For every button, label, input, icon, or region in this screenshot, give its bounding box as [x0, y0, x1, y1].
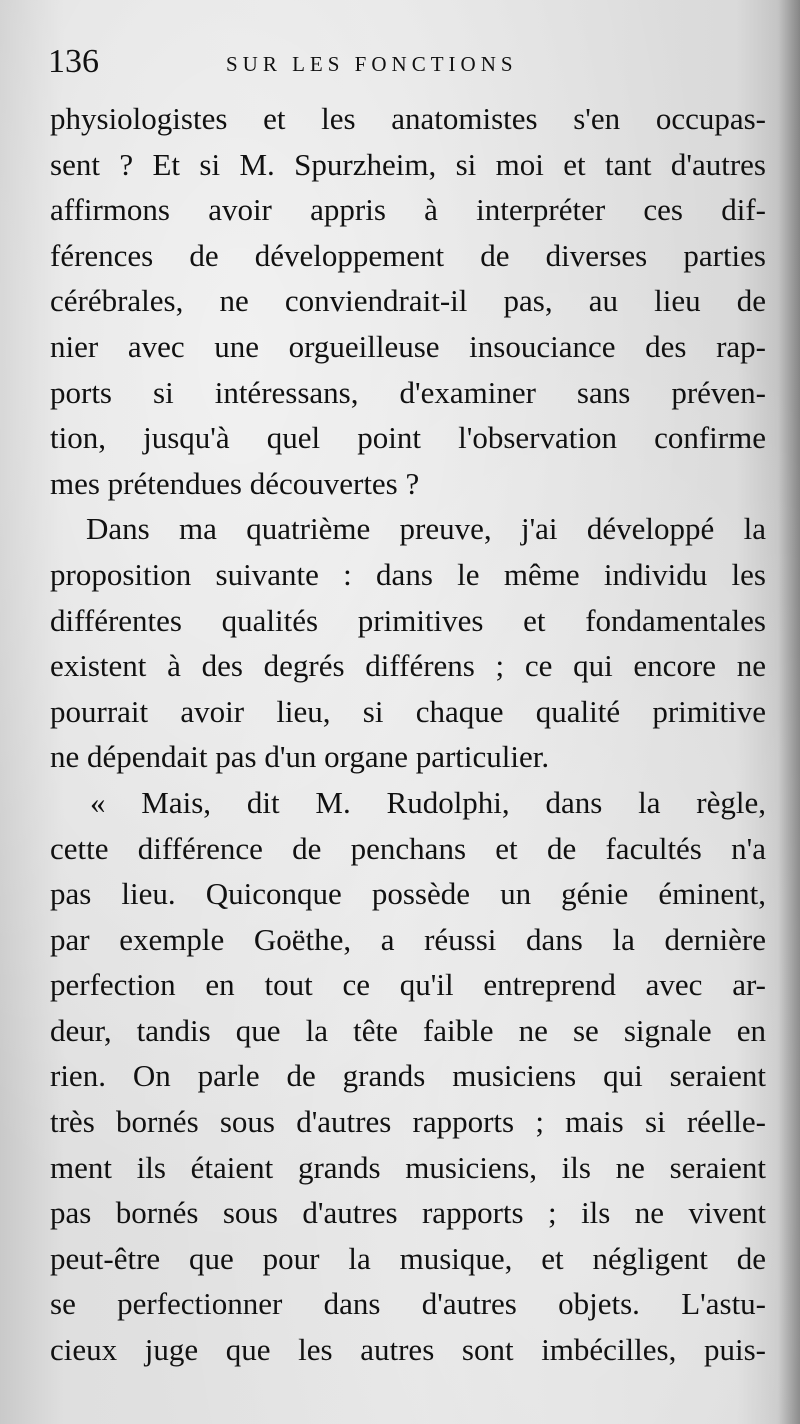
page-number: 136: [48, 43, 99, 80]
text-line: pas bornés sous d'autres rapports ; ils ne vivent: [50, 1195, 766, 1231]
paragraph-start-line: Dans ma quatrième preuve, j'ai développé la: [86, 511, 766, 547]
text-line: cérébrales, ne conviendrait-il pas, au lieu de: [50, 283, 766, 319]
text-line: férences de développement de diverses parties: [50, 237, 766, 273]
text-line: cieux juge que les autres sont imbécilles, puis-: [50, 1332, 766, 1368]
text-line: rien. On parle de grands musiciens qui seraient: [50, 1058, 766, 1094]
text-line: mes prétendues découvertes ?: [50, 465, 420, 501]
text-line: affirmons avoir appris à interpréter ces dif-: [50, 192, 766, 228]
text-line: sent ? Et si M. Spurzheim, si moi et tant d'autres: [50, 146, 766, 182]
text-line: ment ils étaient grands musiciens, ils ne seraient: [50, 1149, 766, 1185]
text-line: se perfectionner dans d'autres objets. L'astu-: [50, 1286, 766, 1322]
text-line: nier avec une orgueilleuse insouciance des rap-: [50, 328, 766, 364]
text-line: perfection en tout ce qu'il entreprend avec ar-: [50, 967, 766, 1003]
text-line: proposition suivante : dans le même individu les: [50, 556, 766, 592]
text-line: tion, jusqu'à quel point l'observation confirme: [50, 420, 766, 456]
text-line: ne dépendait pas d'un organe particulier.: [50, 739, 550, 775]
paragraph-start-line: « Mais, dit M. Rudolphi, dans la règle,: [90, 784, 766, 820]
text-line: ports si intéressans, d'examiner sans préven-: [50, 374, 766, 410]
running-title: SUR LES FONCTIONS: [226, 52, 518, 76]
text-line: pourrait avoir lieu, si chaque qualité primitive: [50, 693, 766, 729]
text-line: deur, tandis que la tête faible ne se signale en: [50, 1012, 766, 1048]
text-line: très bornés sous d'autres rapports ; mais si réelle-: [50, 1104, 766, 1140]
page-header: [48, 38, 778, 88]
page-edge-shadow: [778, 0, 800, 1424]
text-line: par exemple Goëthe, a réussi dans la dernière: [50, 921, 766, 957]
text-line: pas lieu. Quiconque possède un génie éminent,: [50, 876, 766, 912]
text-line: cette différence de penchans et de facultés n'a: [50, 830, 766, 866]
text-line: physiologistes et les anatomistes s'en occupas-: [50, 101, 766, 136]
text-line: peut-être que pour la musique, et négligent de: [50, 1240, 766, 1276]
text-line: existent à des degrés différens ; ce qui encore ne: [50, 648, 766, 684]
body-text: [50, 96, 766, 1373]
text-line: différentes qualités primitives et fondamentales: [50, 602, 766, 638]
